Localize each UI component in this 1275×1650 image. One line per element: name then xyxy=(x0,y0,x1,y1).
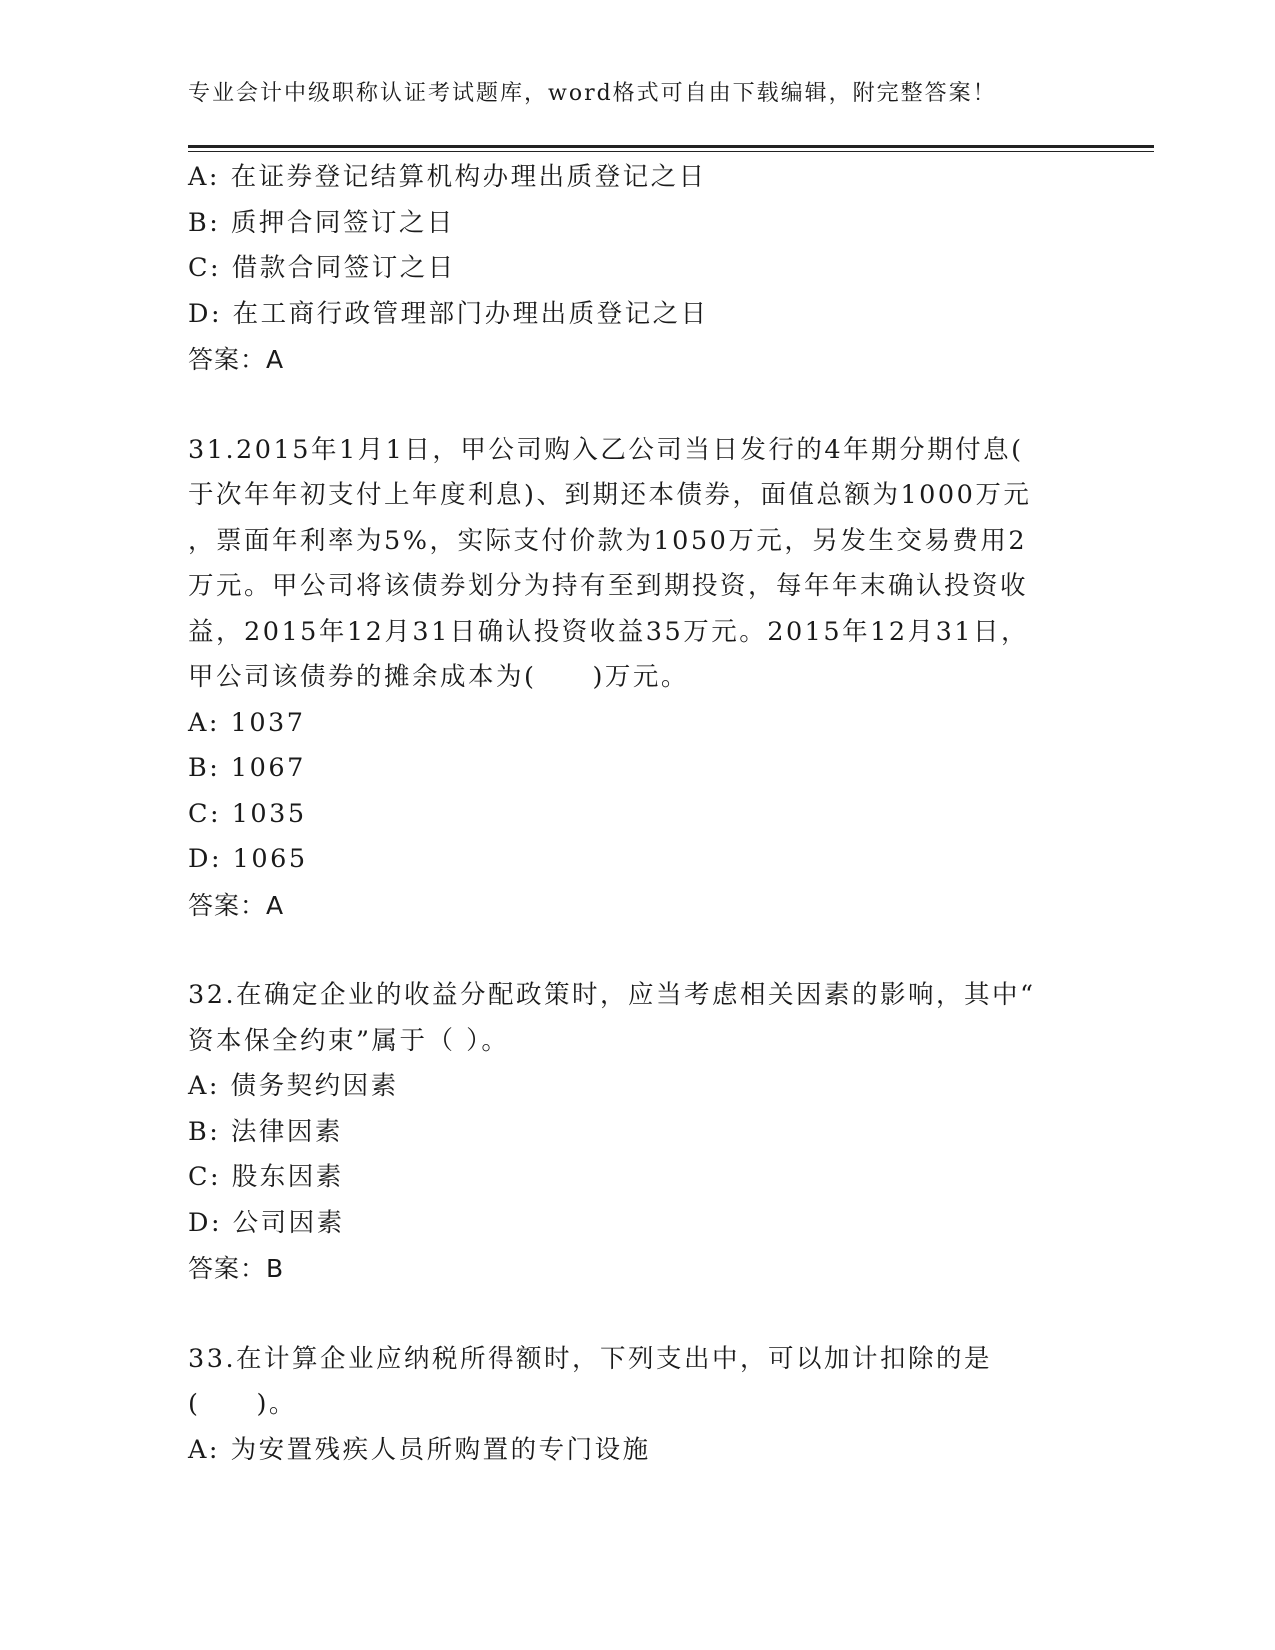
option-a: A: 1037 xyxy=(188,707,306,738)
option-c: C: 借款合同签订之日 xyxy=(188,253,456,283)
option-c: C: 股东因素 xyxy=(188,1162,344,1192)
document-body xyxy=(188,155,1088,1473)
page-header: 专业会计中级职称认证考试题库，word格式可自由下载编辑，附完整答案！ xyxy=(188,81,997,106)
question-text-line: 益，2015年12月31日确认投资收益35万元。2015年12月31日， xyxy=(188,616,1030,647)
option-d: D: 公司因素 xyxy=(188,1207,345,1238)
option-b: B: 法律因素 xyxy=(188,1116,343,1147)
option-b: B: 质押合同签订之日 xyxy=(188,207,455,238)
question-text-line: 32.在确定企业的收益分配政策时，应当考虑相关因素的影响，其中“ xyxy=(188,980,1036,1010)
option-d: D: 1065 xyxy=(188,844,308,874)
question-33 xyxy=(188,1337,1088,1474)
option-c: C: 1035 xyxy=(188,798,307,829)
option-a: A: 在证券登记结算机构办理出质登记之日 xyxy=(188,162,707,192)
question-text-line: ( )。 xyxy=(188,1389,297,1419)
option-b: B: 1067 xyxy=(188,753,306,783)
question-text-line: 于次年年初支付上年度利息)、到期还本债券，面值总额为1000万元 xyxy=(188,480,1032,510)
question-text-line: 万元。甲公司将该债券划分为持有至到期投资，每年年末确认投资收 xyxy=(188,571,1029,601)
option-a: A: 为安置残疾人员所购置的专门设施 xyxy=(188,1434,651,1465)
question-text-line: 31.2015年1月1日，甲公司购入乙公司当日发行的4年期分期付息( xyxy=(188,434,1024,465)
question-32 xyxy=(188,973,1088,1292)
header-divider xyxy=(188,145,1154,152)
answer-label: 答案：A xyxy=(188,890,285,920)
answer-label: 答案：A xyxy=(188,345,285,374)
option-d: D: 在工商行政管理部门办理出质登记之日 xyxy=(188,298,709,329)
answer-label: 答案：B xyxy=(188,1254,285,1283)
question-text-line: ，票面年利率为5%，实际支付价款为1050万元，另发生交易费用2 xyxy=(188,525,1028,556)
question-text-line: 甲公司该债券的摊余成本为( )万元。 xyxy=(188,662,689,692)
question-30-continued xyxy=(188,155,1088,383)
option-a: A: 债务契约因素 xyxy=(188,1071,399,1101)
question-text-line: 资本保全约束”属于（ ）。 xyxy=(188,1025,510,1056)
question-text-line: 33.在计算企业应纳税所得额时，下列支出中，可以加计扣除的是 xyxy=(188,1343,993,1374)
question-31 xyxy=(188,428,1088,929)
